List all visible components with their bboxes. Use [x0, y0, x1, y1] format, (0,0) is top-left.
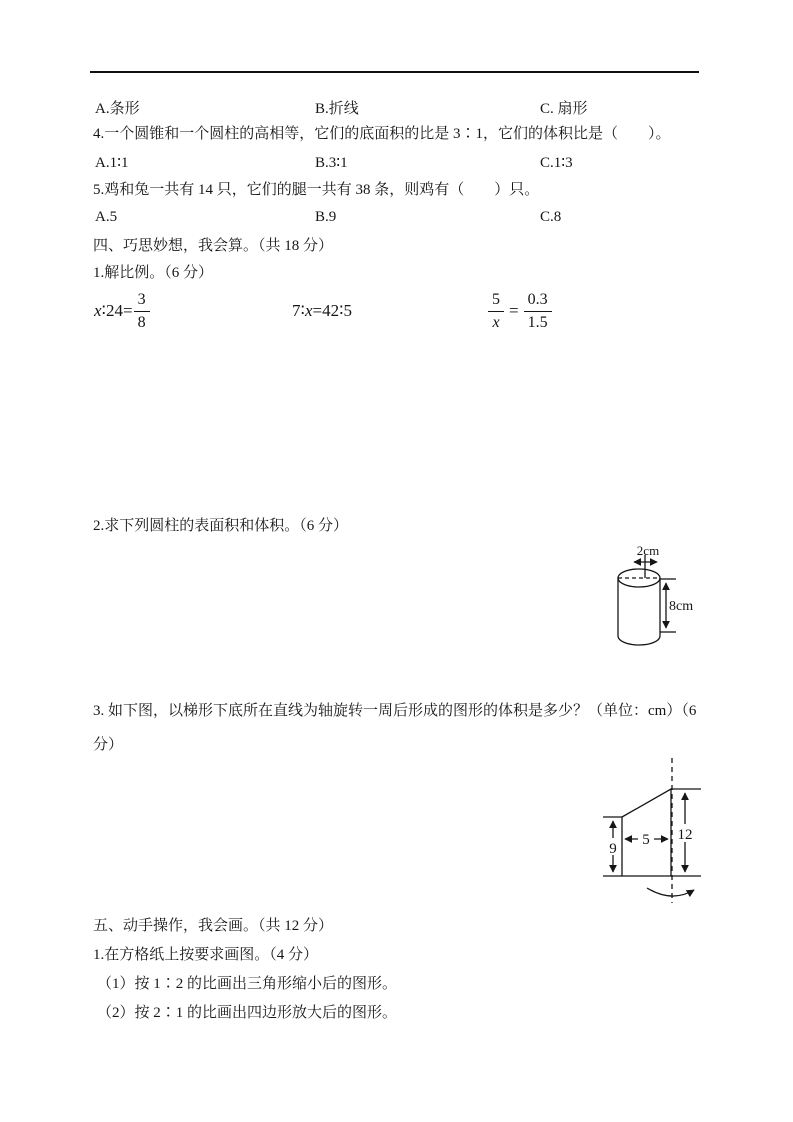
option-c: C.1∶3: [540, 155, 573, 171]
equation-2-pre: 7∶: [292, 301, 305, 320]
diameter-dimension-line: [634, 555, 657, 578]
grid-drawing-label: 1.在方格纸上按要求画图。（4 分）: [93, 947, 319, 963]
cylinder-height-label: 8cm: [669, 599, 694, 614]
denominator: x: [488, 311, 504, 332]
equation-3-left-fraction: [488, 291, 504, 332]
top-divider: [90, 71, 699, 73]
option-a: A.5: [95, 209, 118, 225]
option-c: C.8: [540, 209, 562, 225]
question-5-options-row: [95, 209, 735, 227]
denominator: 1.5: [524, 311, 552, 332]
option-c: C. 扇形: [540, 101, 588, 117]
equation-3-right-fraction: [524, 291, 552, 332]
equation-2: [292, 286, 352, 336]
equals-sign: =: [509, 301, 519, 320]
question-4-text: 4.一个圆锥和一个圆柱的高相等，它们的底面积的比是 3∶1，它们的体积比是（ ）。: [93, 126, 671, 142]
section-5-heading: 五、动手操作，我会画。（共 12 分）: [93, 918, 334, 934]
draw-item-2: （2）按 2∶1 的比画出四边形放大后的图形。: [97, 1005, 398, 1021]
cylinder-diameter-label: 2cm: [636, 543, 660, 558]
trapezoid-left-height-label: 9: [609, 841, 617, 857]
trapezoid-right-height-label: 12: [677, 827, 693, 843]
option-b: B.9: [315, 209, 337, 225]
question-5-text: 5.鸡和兔一共有 14 只，它们的腿一共有 38 条，则鸡有（ ）只。: [93, 182, 540, 198]
cylinder-outline: [618, 569, 660, 645]
equation-3: [487, 286, 553, 336]
equation-1: [94, 286, 151, 336]
numerator: 5: [492, 290, 500, 308]
equation-1-mid: ∶24=: [101, 301, 133, 320]
denominator: 8: [134, 311, 150, 332]
cylinder-diagram: [600, 540, 710, 655]
rotation-arrow-icon: [647, 888, 694, 896]
rotation-question-line-1: 3. 如下图，以梯形下底所在直线为轴旋转一周后形成的图形的体积是多少？（单位：cm）（6: [93, 703, 697, 719]
trapezoid-diagram: [588, 752, 728, 910]
equation-1-variable: x: [94, 301, 102, 320]
cylinder-question-label: 2.求下列圆柱的表面积和体积。（6 分）: [93, 518, 349, 534]
numerator: 0.3: [527, 290, 548, 308]
numerator: 3: [137, 290, 146, 308]
solve-proportion-label: 1.解比例。（6 分）: [93, 265, 214, 281]
question-3-options-row: [95, 97, 735, 115]
trapezoid-width-label: 5: [642, 832, 650, 848]
rotation-question-line-2: 分）: [93, 737, 124, 753]
option-b: B.折线: [315, 101, 359, 117]
section-4-heading: 四、巧思妙想，我会算。（共 18 分）: [93, 238, 334, 254]
option-a: A.条形: [95, 101, 140, 117]
equation-2-variable: x: [304, 301, 313, 320]
equation-1-fraction: [134, 291, 150, 332]
draw-item-1: （1）按 1∶2 的比画出三角形缩小后的图形。: [97, 976, 398, 992]
option-a: A.1∶1: [95, 155, 129, 171]
question-4-options-row: [95, 153, 735, 171]
equation-2-post: =42∶5: [312, 301, 352, 320]
option-b: B.3∶1: [315, 155, 348, 171]
